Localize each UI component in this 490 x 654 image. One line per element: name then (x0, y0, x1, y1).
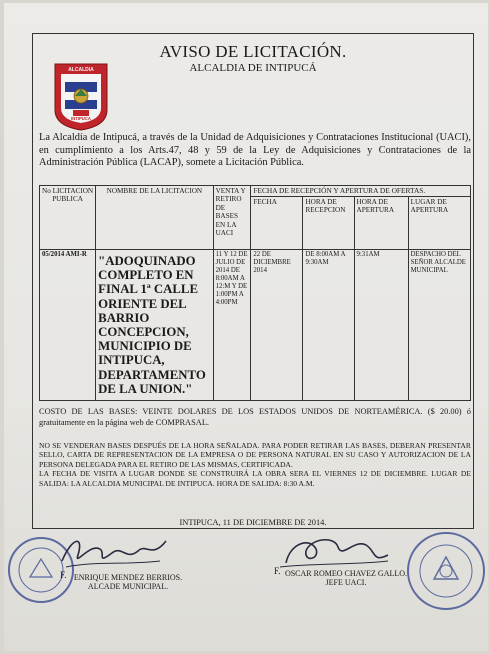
cost-paragraph: COSTO DE LAS BASES: VEINTE DOLARES DE LOS ESTADOS UNIDOS DE NORTEAMÉRICA. ($ 20.00) ó gratuitamente en la página web de COMPRASAL. (39, 407, 471, 427)
col-header-fecha: FECHA (251, 197, 303, 250)
left-signature-f-label: F. (60, 570, 67, 580)
left-signatory-block (68, 573, 188, 591)
col-header-lugar: LUGAR DE APERTURA (408, 197, 470, 250)
col-header-hora-recepcion: HORA DE RECEPCION (303, 197, 354, 250)
notes-block (39, 441, 471, 488)
right-signature-f-label: F. (274, 566, 281, 576)
left-signatory-title: ALCADE MUNICIPAL. (87, 582, 169, 591)
tender-table (39, 185, 471, 401)
right-signatory-title: JEFE UACI. (325, 578, 367, 587)
svg-text:ALCALDIA: ALCALDIA (68, 67, 94, 73)
col-header-hora-apertura: HORA DE APERTURA (354, 197, 408, 250)
right-signatory-block (284, 569, 408, 587)
cell-lugar: DESPACHO DEL SEÑOR ALCALDE MUNICIPAL (408, 250, 470, 401)
note-visita: LA FECHA DE VISITA A LUGAR DONDE SE CONSTRUIRÁ LA OBRA SERA EL VIERNES 12 DE DICIEMBRE. LUGAR DE SALIDA: LA ALCALDIA MUNICIPAL DE INTIPUCA. HORA DE SALIDA: 8:30 A.M. (39, 469, 471, 488)
col-header-nombre: NOMBRE DE LA LICITACION (96, 186, 213, 250)
cell-fecha: 22 DE DICIEMBRE 2014 (251, 250, 303, 401)
col-header-fecha-group: FECHA DE RECEPCIÓN Y APERTURA DE OFERTAS. (251, 186, 471, 197)
svg-text:INTIPUCA: INTIPUCA (71, 116, 91, 121)
note-bases: NO SE VENDERAN BASES DESPUÉS DE LA HORA SEÑALADA. PARA PODER RETIRAR LAS BASES, DEBERAN PRESENTAR SELLO, CARTA DE REPRESENTACION DE LA EMPRESA O DE PERSONA NATURAL EN SU CASO Y AUTORIZACION DE LA PERSONA DELEGADA PARA EL RETIRO DE LAS MISMAS, CERTIFICADA. (39, 441, 471, 469)
right-signatory-name: OSCAR ROMEO CHAVEZ GALLO. (284, 569, 408, 578)
dateline: INTIPUCA, 11 DE DICIEMBRE DE 2014. (179, 518, 327, 527)
table-row (40, 250, 471, 401)
col-header-no: No LICITACION PUBLICA (40, 186, 96, 250)
document-page (4, 3, 488, 651)
cell-venta: 11 Y 12 DE JULIO DE 2014 DE 8:00AM A 12:M Y DE 1:00PM A 4:00PM (213, 250, 251, 401)
cell-nombre: "ADOQUINADO COMPLETO EN FINAL 1ª CALLE ORIENTE DEL BARRIO CONCEPCION, MUNICIPIO DE INTIPUCA, DEPARTAMENTO DE LA UNION." (96, 250, 213, 401)
notice-title: AVISO DE LICITACIÓN. (159, 42, 347, 61)
left-signatory-name: ENRIQUE MENDEZ BERRIOS. (73, 573, 183, 582)
right-seal-stamp (404, 529, 488, 613)
notice-subtitle: ALCALDIA DE INTIPUCÁ (189, 62, 317, 74)
cell-no: 05/2014 AMI-R (40, 250, 96, 401)
cell-hora-apertura: 9:31AM (354, 250, 408, 401)
notice-frame (32, 33, 474, 529)
right-handwritten-signature (276, 529, 396, 573)
col-header-venta: VENTA Y RETIRO DE BASES EN LA UACI (213, 186, 251, 250)
cell-hora-recepcion: DE 8:00AM A 9:30AM (303, 250, 354, 401)
left-handwritten-signature (56, 531, 176, 575)
intro-paragraph: La Alcaldía de Intipucá, a través de la Unidad de Adquisiciones y Contrataciones Institucional (UACI), en cumplimiento a los Arts.47, 48 y 59 de la Ley de Adquisiciones y Contrataciones de la Administración Pública (LACAP), somete a Licitación Pública. (39, 132, 471, 169)
